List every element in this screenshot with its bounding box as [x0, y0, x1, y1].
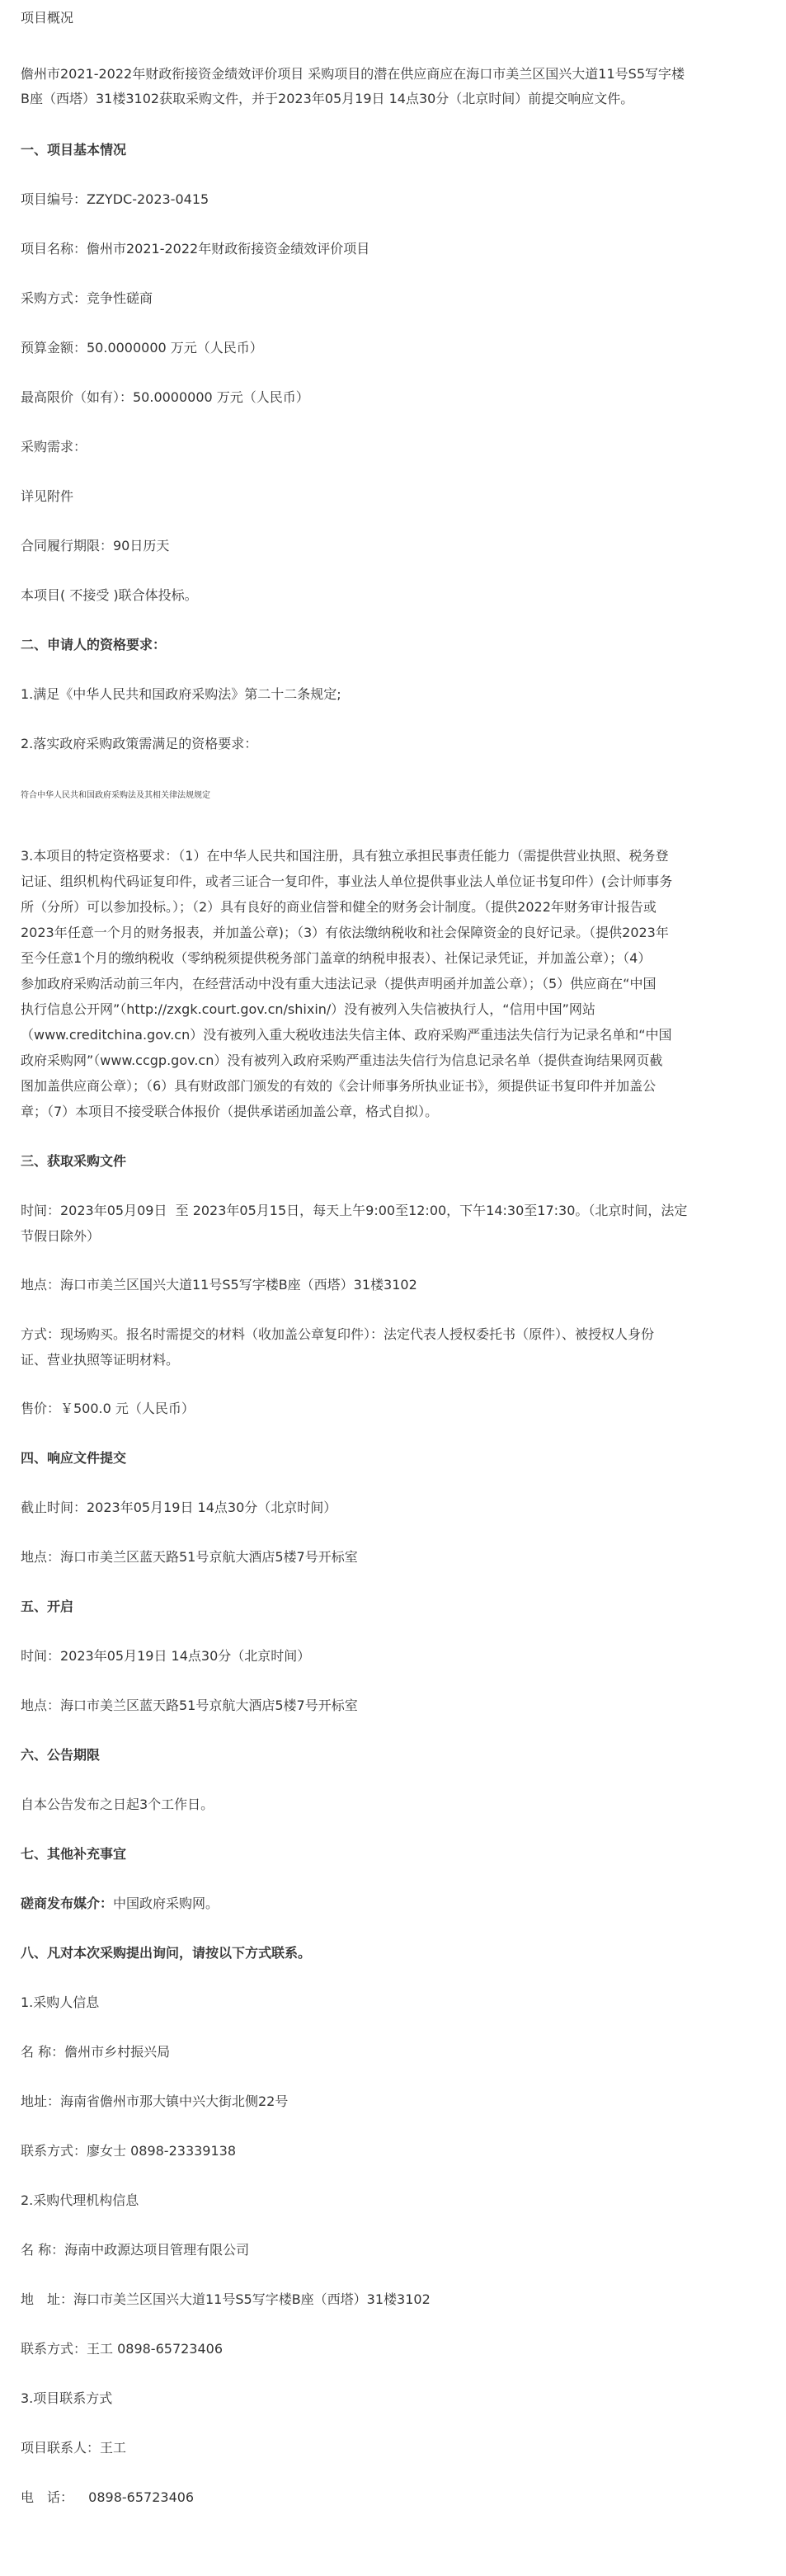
requirement-3-line: （www.creditchina.gov.cn）没有被列入重大税收违法失信主体、政府采购严重违法失信行为记录名单和“中国	[21, 1027, 672, 1043]
acquisition-time-line-1: 时间：2023年05月09日 至 2023年05月15日，每天上午9:00至12:00，下午14:30至17:30。（北京时间，法定	[21, 1203, 688, 1218]
project-name: 项目名称：儋州市2021-2022年财政衔接资金绩效评价项目	[21, 241, 370, 257]
requirement-3-line: 图加盖供应商公章）；（6）具有财政部门颁发的有效的《会计师事务所执业证书》，须提供证书复印件并加盖公	[21, 1078, 657, 1094]
agency-name: 名 称：海南中政源达项目管理有限公司	[21, 2242, 250, 2258]
buyer-name: 名 称：儋州市乡村振兴局	[21, 2044, 171, 2060]
publish-media	[21, 1891, 763, 1917]
submission-deadline: 截止时间：2023年05月19日 14点30分（北京时间）	[21, 1500, 337, 1515]
section-4-heading: 四、响应文件提交	[21, 1450, 127, 1466]
section-7-heading: 七、其他补充事宜	[21, 1846, 127, 1862]
agency-contact: 联系方式：王工 0898-65723406	[21, 2341, 224, 2357]
publish-media-value: 中国政府采购网。	[113, 1896, 219, 1911]
document-price: 售价：￥500.0 元（人民币）	[21, 1401, 195, 1416]
section-2-heading: 二、申请人的资格要求：	[21, 637, 167, 652]
overview-title: 项目概况	[21, 10, 74, 26]
buyer-address: 地址：海南省儋州市那大镇中兴大街北侧22号	[21, 2093, 289, 2109]
requirement-3-line: 章；（7）本项目不接受联合体报价（提供承诺函加盖公章，格式自拟）。	[21, 1104, 439, 1119]
acquisition-way-line-1: 方式：现场购买。报名时需提交的材料（收加盖公章复印件）：法定代表人授权委托书（原件）、被授权人身份	[21, 1326, 655, 1342]
contract-period: 合同履行期限：90日历天	[21, 538, 170, 553]
section-5-heading: 五、开启	[21, 1599, 74, 1614]
notice-period: 自本公告发布之日起3个工作日。	[21, 1797, 214, 1812]
requirement-3-line: 记证、组织机构代码证复印件，或者三证合一复印件，事业法人单位提供事业法人单位证书复印件）(会计师事务	[21, 874, 673, 889]
project-contact-person: 项目联系人：王工	[21, 2440, 127, 2456]
requirement-3-line: 至今任意1个月的缴纳税收（零纳税须提供税务部门盖章的纳税申报表）、社保记录凭证，并加盖公章）；（4）	[21, 950, 652, 966]
requirement-3-line: 参加政府采购活动前三年内，在经营活动中没有重大违法记录（提供声明函并加盖公章）；（5）供应商在“中国	[21, 976, 657, 991]
project-contact-phone: 电 话： 0898-65723406	[21, 2489, 195, 2505]
procurement-method: 采购方式：竞争性磋商	[21, 290, 153, 306]
requirement-3-line: 所（分所）可以参加投标。）；（2）具有良好的商业信誉和健全的财务会计制度。（提供2022年财务审计报告或	[21, 899, 657, 915]
project-contact-title: 3.项目联系方式	[21, 2390, 113, 2406]
agency-info-title: 2.采购代理机构信息	[21, 2192, 139, 2208]
opening-time: 时间：2023年05月19日 14点30分（北京时间）	[21, 1648, 311, 1664]
publish-media-label: 磋商发布媒介：	[21, 1896, 114, 1911]
section-6-heading: 六、公告期限	[21, 1747, 101, 1763]
budget-amount: 预算金额：50.0000000 万元（人民币）	[21, 340, 263, 356]
buyer-info-title: 1.采购人信息	[21, 1994, 100, 2010]
demand-label: 采购需求：	[21, 439, 87, 454]
requirement-2-note: 符合中华人民共和国政府采购法及其相关律法规规定	[21, 791, 210, 800]
agency-address: 地 址：海口市美兰区国兴大道11号S5写字楼B座（西塔）31楼3102	[21, 2291, 431, 2307]
consortium-note: 本项目( 不接受 )联合体投标。	[21, 587, 198, 603]
submission-place: 地点：海口市美兰区蓝天路51号京航大酒店5楼7号开标室	[21, 1549, 358, 1565]
opening-place: 地点：海口市美兰区蓝天路51号京航大酒店5楼7号开标室	[21, 1698, 358, 1713]
acquisition-way-line-2: 证、营业执照等证明材料。	[21, 1352, 180, 1368]
requirement-2: 2.落实政府采购政策需满足的资格要求：	[21, 736, 258, 751]
requirement-1: 1.满足《中华人民共和国政府采购法》第二十二条规定;	[21, 686, 341, 702]
overview-text-line-1: 儋州市2021-2022年财政衔接资金绩效评价项目 采购项目的潜在供应商应在海口市美兰区国兴大道11号S5写字楼	[21, 66, 685, 82]
requirement-3-line: 2023年任意一个月的财务报表，并加盖公章)；（3）有依法缴纳税收和社会保障资金的良好记录。（提供2023年	[21, 925, 669, 940]
acquisition-time-line-2: 节假日除外）	[21, 1228, 101, 1244]
buyer-contact: 联系方式：廖女士 0898-23339138	[21, 2143, 237, 2159]
project-number: 项目编号：ZZYDC-2023-0415	[21, 191, 209, 207]
overview-text-line-2: B座（西塔）31楼3102获取采购文件，并于2023年05月19日 14点30分（北京时间）前提交响应文件。	[21, 91, 634, 106]
section-3-heading: 三、获取采购文件	[21, 1153, 127, 1169]
requirement-3-line: 执行信息公开网”（http://zxgk.court.gov.cn/shixin/）没有被列入失信被执行人，“信用中国”网站	[21, 1001, 595, 1017]
section-8-heading: 八、凡对本次采购提出询问，请按以下方式联系。	[21, 1945, 312, 1961]
requirement-3-line: 政府采购网”（www.ccgp.gov.cn）没有被列入政府采购严重违法失信行为信息记录名单（提供查询结果网页截	[21, 1053, 663, 1068]
section-1-heading: 一、项目基本情况	[21, 142, 127, 158]
acquisition-place: 地点：海口市美兰区国兴大道11号S5写字楼B座（西塔）31楼3102	[21, 1277, 417, 1293]
max-price: 最高限价（如有）：50.0000000 万元（人民币）	[21, 389, 309, 405]
demand-value: 详见附件	[21, 488, 74, 504]
requirement-3-line: 3.本项目的特定资格要求：（1）在中华人民共和国注册，具有独立承担民事责任能力（需提供营业执照、税务登	[21, 848, 669, 864]
